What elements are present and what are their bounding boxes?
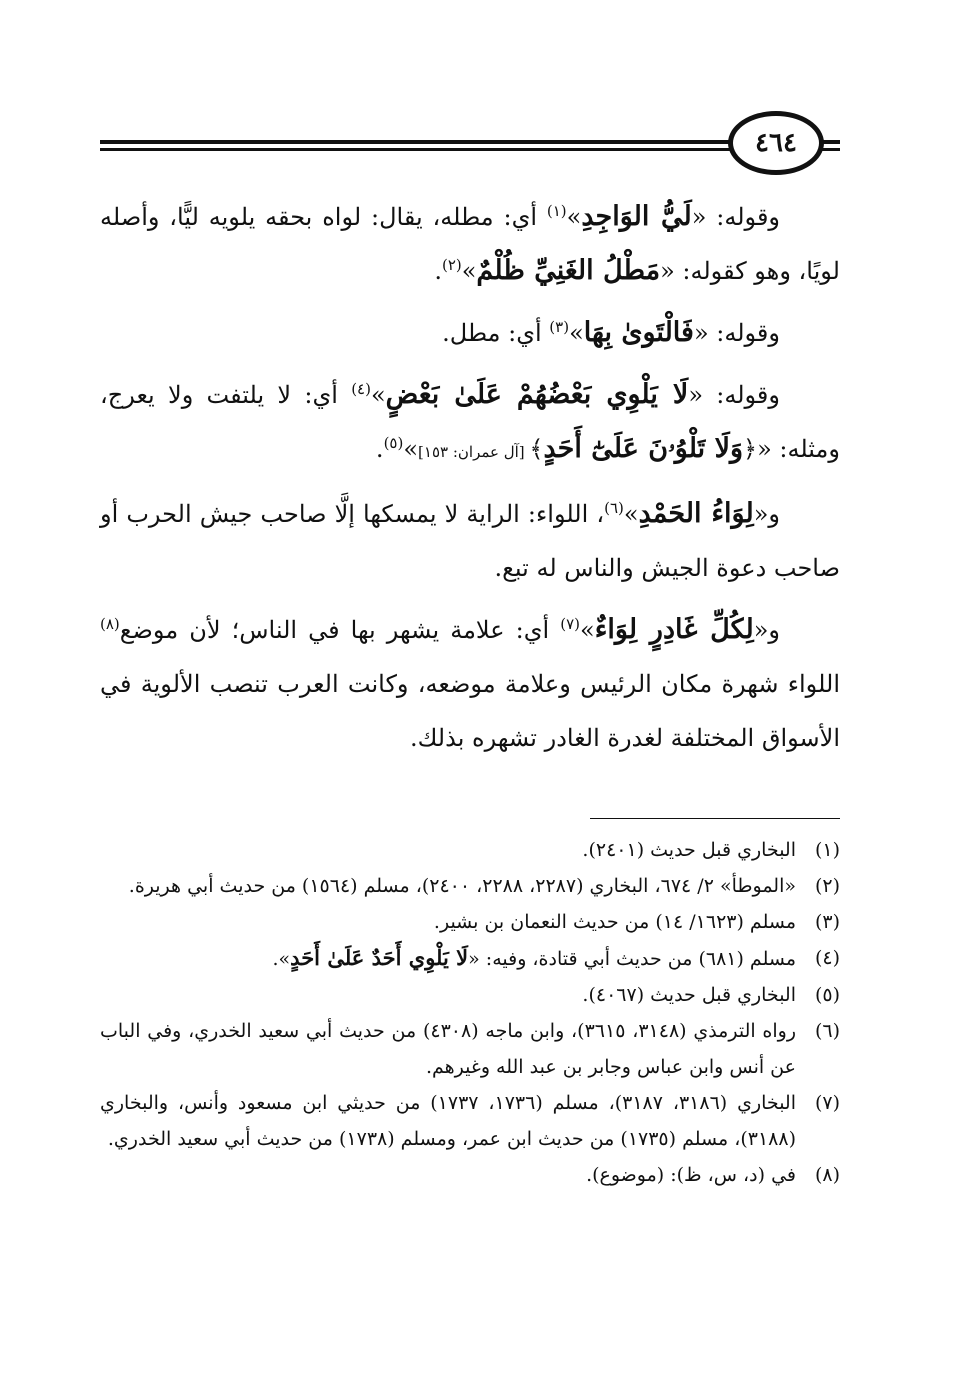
hadith-quote: لِكُلِّ غَادِرٍ لِوَاءٌ bbox=[594, 614, 754, 645]
footnote-number: (٣) bbox=[814, 911, 840, 933]
footnote-number: (٥) bbox=[814, 984, 840, 1006]
footnote-number: (١) bbox=[814, 839, 840, 861]
paragraph: وقوله: «لَيُّ الوَاجِدِ»$^{(١)}$ أي: مطله، يقال: لواه بحقه يلويه ليًّا، وأصله لويًا، وهو كقوله: «مَطْلُ الغَنِيِّ ظُلْمٌ»$^{(٢)}$. bbox=[100, 201, 840, 286]
footnote bbox=[100, 904, 840, 940]
hadith-quote: لَا يَلْوِي أَحَدٌ عَلَىٰ أَحَدٍ bbox=[290, 945, 469, 970]
footnote bbox=[100, 977, 840, 1013]
header-rule bbox=[100, 140, 732, 144]
footnote-text: مسلم (١٦٢٣/ ١٤) من حديث النعمان بن بشير. bbox=[433, 911, 796, 933]
hadith-quote: لِوَاءُ الحَمْدِ bbox=[638, 498, 754, 529]
footnote-number: (٦) bbox=[814, 1020, 840, 1042]
footnote-text: البخاري قبل حديث (٢٤٠١). bbox=[582, 839, 796, 861]
footnote bbox=[100, 1013, 840, 1085]
main-text bbox=[100, 190, 840, 773]
footnote-number: (٨) bbox=[814, 1164, 840, 1186]
paragraph: و«لِوَاءُ الحَمْدِ»$^{(٦)}$، اللواء: الراية لا يمسكها إلَّا صاحب جيش الحرب أو صاحب دعوة الجيش والناس له تبع. bbox=[100, 498, 840, 582]
footnote bbox=[100, 1085, 840, 1157]
hadith-quote: مَطْلُ الغَنِيِّ ظُلْمٌ bbox=[476, 255, 661, 286]
footnote-ref: (٣) bbox=[549, 318, 570, 336]
footnote-ref: (٦) bbox=[604, 499, 624, 517]
footnote-ref: (٨) bbox=[100, 615, 120, 633]
footnote bbox=[100, 832, 840, 868]
footnote-text: البخاري قبل حديث (٤٠٦٧). bbox=[582, 984, 796, 1006]
footnote-text: البخاري (٣١٨٦، ٣١٨٧)، مسلم (١٧٣٦، ١٧٣٧) من حديثي ابن مسعود وأنس، والبخاري (٣١٨٨)، مسلم (١٧٣٥) من حديث ابن عمر، ومسلم (١٧٣٨) من حديث أبي سعيد الخدري. bbox=[100, 1092, 796, 1150]
footnote bbox=[100, 1157, 840, 1193]
quran-verse: وَلَا تَلْوُۥنَ عَلَىٰٓ أَحَدٍ bbox=[543, 433, 744, 464]
footnote-ref: (٤) bbox=[351, 380, 371, 398]
hadith-quote: لَا يَلْوِي بَعْضُهُمْ عَلَىٰ بَعْضٍ bbox=[385, 379, 689, 410]
hadith-quote: لَيُّ الوَاجِدِ bbox=[581, 201, 692, 232]
hadith-quote: فَالْتَوىٰ بِهَا bbox=[583, 317, 694, 348]
verse-reference: [آل عمران: ١٥٣] bbox=[418, 443, 530, 461]
paragraph: وقوله: «فَالْتَوىٰ بِهَا»$^{(٣)}$ أي: مطل. bbox=[442, 317, 780, 348]
footnote-number: (٧) bbox=[814, 1092, 840, 1114]
header-rule bbox=[100, 148, 732, 151]
paragraph: وقوله: «لَا يَلْوِي بَعْضُهُمْ عَلَىٰ بَعْضٍ»$^{(٤)}$ أي: لا يلتفت ولا يعرج، ومثله: «﴿وَلَا تَلْوُۥنَ عَلَىٰٓ أَحَدٍ﴾ [آل عمران: ١٥٣]»$^{(٥)}$. bbox=[100, 379, 840, 464]
footnote bbox=[100, 940, 840, 977]
footnote-ref: (٥) bbox=[383, 434, 404, 452]
footnote-text: في (د، س، ظ): (موضوع). bbox=[586, 1164, 796, 1186]
footnote-number: (٢) bbox=[814, 875, 840, 897]
footnote-text: مسلم (٦٨١) من حديث أبي قتادة، وفيه: «لَا يَلْوِي أَحَدٌ عَلَىٰ أَحَدٍ». bbox=[272, 945, 796, 970]
footnote-text: «الموطأ» ٢/ ٦٧٤، البخاري (٢٢٨٧، ٢٢٨٨، ٢٤٠٠)، مسلم (١٥٦٤) من حديث أبي هريرة. bbox=[128, 875, 796, 897]
footnote-divider bbox=[590, 818, 840, 819]
paragraph: و«لِكُلِّ غَادِرٍ لِوَاءٌ»$^{(٧)}$ أي: علامة يشهر بها في الناس؛ لأن موضع$^{(٨)}$ اللواء شهرة مكان الرئيس وعلامة موضعه، وكانت العرب تنصب الألوية في الأسواق المختلفة لغدرة الغادر تشهره بذلك. bbox=[100, 614, 840, 752]
footnote-ref: (١) bbox=[546, 202, 567, 220]
footnote-ref: (٢) bbox=[441, 256, 462, 274]
page-number: ٤٦٤ bbox=[728, 111, 824, 175]
footnotes bbox=[100, 832, 840, 1193]
footnote-text: رواه الترمذي (٣١٤٨، ٣٦١٥)، وابن ماجه (٤٣٠٨) من حديث أبي سعيد الخدري، وفي الباب عن أنس وابن عباس وجابر بن عبد الله وغيرهم. bbox=[100, 1020, 797, 1078]
footnote-number: (٤) bbox=[814, 947, 840, 969]
footnote-ref: (٧) bbox=[560, 615, 581, 633]
footnote bbox=[100, 868, 840, 904]
